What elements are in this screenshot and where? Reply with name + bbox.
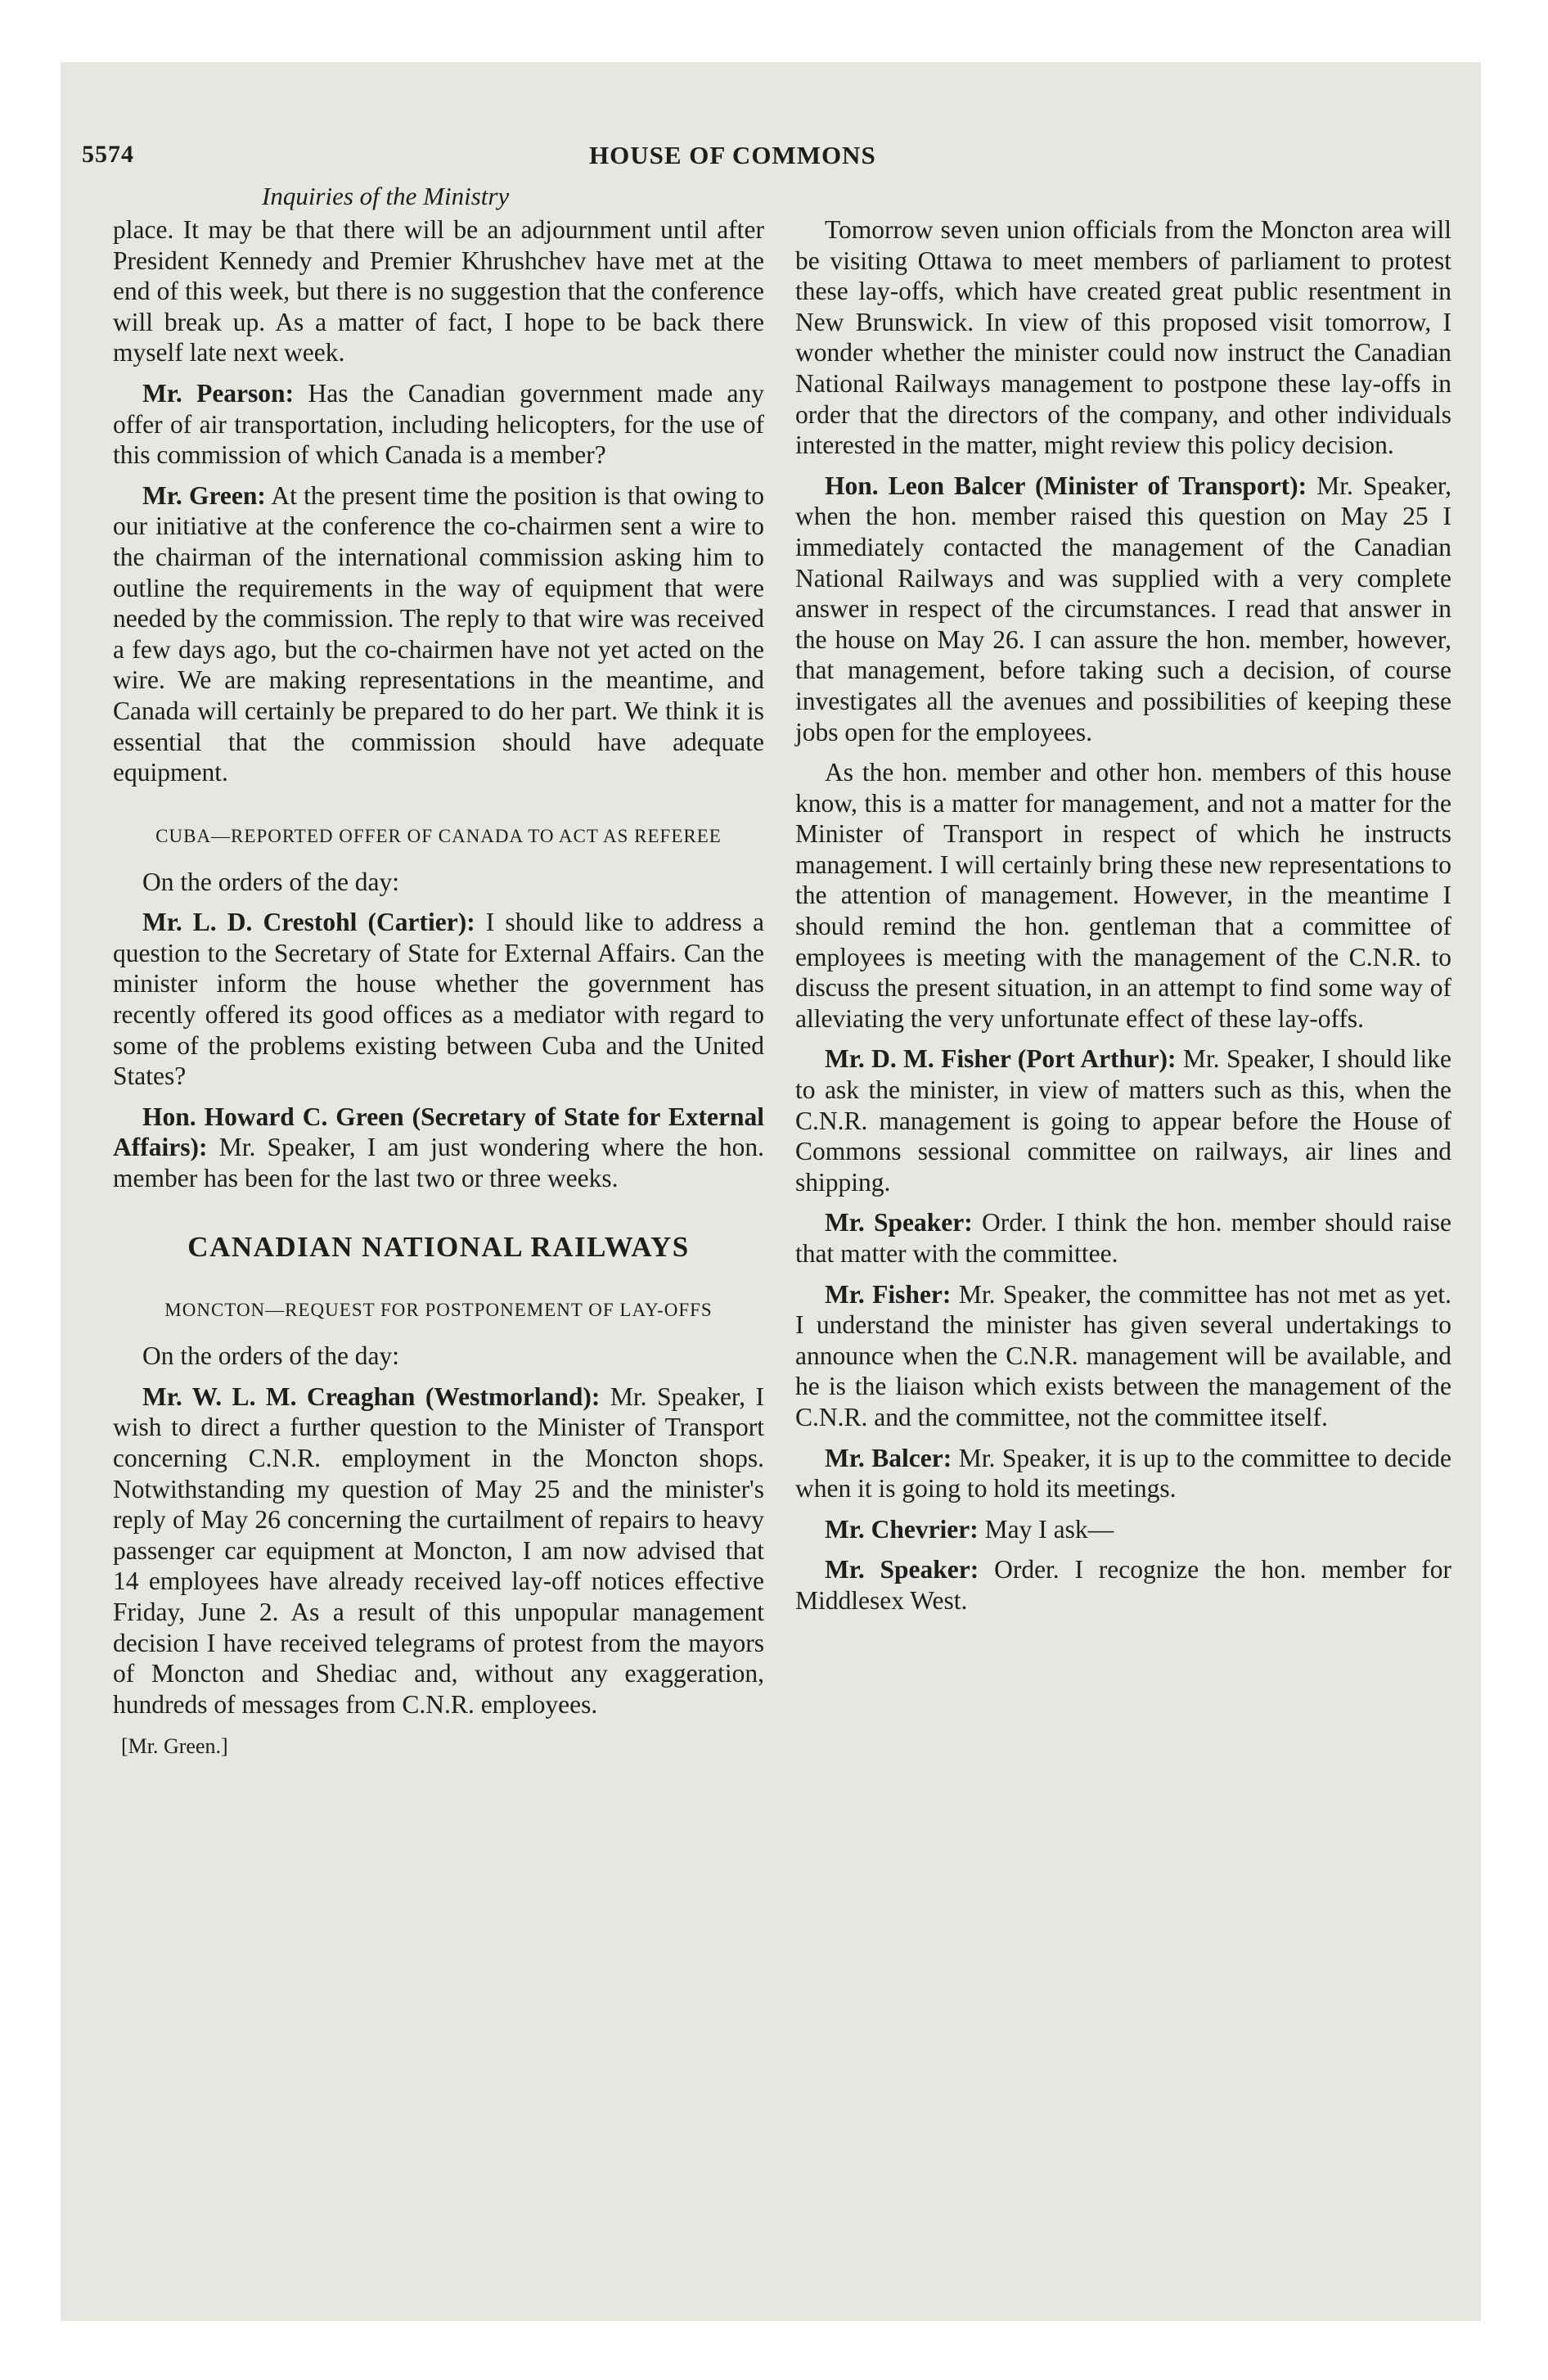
paragraph-text: Has the Canadian government made any offer of air transportation, including helicopters, for the use of this commission of which Canada is a member?	[113, 378, 765, 470]
paragraph	[795, 471, 1451, 747]
speaker-name: Mr. Balcer:	[825, 1443, 952, 1472]
paragraph-text: Mr. Speaker, the committee has not met as yet. I understand the minister has given several undertakings to announce when the C.N.R. management will be available, and he is the liaison which exists between the management of the C.N.R. and the committee, not the committee itself.	[795, 1279, 1452, 1431]
paragraph	[795, 1279, 1451, 1433]
paragraph	[113, 480, 764, 788]
page-title: HOUSE OF COMMONS	[589, 141, 876, 169]
paragraph	[795, 1207, 1451, 1269]
speaker-name: Mr. Chevrier:	[825, 1514, 979, 1544]
paragraph-text: I should like to address a question to the Secretary of State for External Affairs. Can the minister inform the house whether the government has recently offered its good offices as a mediator with regard to some of the problems existing between Cuba and the United States?	[113, 908, 764, 1091]
paragraph-text: Order. I think the hon. member should raise that matter with the committee.	[795, 1208, 1452, 1268]
paragraph	[113, 1382, 764, 1720]
paragraph	[795, 1514, 1451, 1545]
speaker-name: Mr. L. D. Crestohl (Cartier):	[142, 908, 475, 937]
paragraph: As the hon. member and other hon. members of this house know, this is a matter for management, and not a matter for the Minister of Transport in respect of which he instructs management. I will certainly bring these new representations to the attention of management. However, in the meantime I should remind the hon. gentleman that a committee of employees is meeting with the management of the C.N.R. to discuss the present situation, in an attempt to find some way of alleviating the very unfortunate effect of these lay-offs.	[795, 758, 1451, 1033]
speaker-name: Mr. Fisher:	[825, 1279, 952, 1309]
speaker-name: Hon. Howard C. Green (Secretary of State for External Affairs):	[113, 1102, 764, 1162]
paragraph-text: Mr. Speaker, it is up to the committee to decide when it is going to hold its meetings.	[795, 1443, 1451, 1503]
footer-reference: [Mr. Green.]	[121, 1734, 228, 1759]
speaker-name: Mr. Green:	[142, 480, 266, 510]
speaker-name: Hon. Leon Balcer (Minister of Transport):	[825, 471, 1307, 500]
running-subheader: Inquiries of the Ministry	[262, 182, 510, 210]
paragraph-text: Mr. Speaker, I wish to direct a further question to the Minister of Transport concerning C.N.R. employment in the Moncton shops. Notwithstanding my question of May 25 and the minister's reply of May 26 concerning the curtailment of repairs to heavy passenger car equipment at Moncton, I am now advised that 14 employees have already received lay-off notices effective Friday, June 2. As a result of this unpopular management decision I have received telegrams of protest from the mayors of Moncton and Shediac and, without any exaggeration, hundreds of messages from C.N.R. employees.	[113, 1382, 764, 1719]
paragraph: place. It may be that there will be an adjournment until after President Kennedy and Premier Khrushchev have met at the end of this week, but there is no suggestion that the conference will break up. As a matter of fact, I hope to be back there myself late next week.	[113, 215, 764, 367]
speaker-name: Mr. Speaker:	[825, 1208, 973, 1237]
speaker-name: Mr. D. M. Fisher (Port Arthur):	[825, 1044, 1177, 1074]
subsection-heading: MONCTON—REQUEST FOR POSTPONEMENT OF LAY-OFFS	[164, 1300, 713, 1321]
subsection-heading: CUBA—REPORTED OFFER OF CANADA TO ACT AS REFEREE	[155, 825, 722, 846]
paragraph	[795, 1044, 1451, 1197]
paragraph	[113, 907, 764, 1092]
page-header	[82, 141, 1489, 174]
paragraph	[795, 1554, 1451, 1616]
paragraph	[795, 1443, 1451, 1504]
paragraph-text: Mr. Speaker, I should like to ask the minister, in view of matters such as this, when the C.N.R. management is going to appear before the House of Commons sessional committee on railways, air lines and shipping.	[795, 1044, 1452, 1197]
paragraph	[113, 1102, 764, 1194]
paragraph-text: At the present time the position is that owing to our initiative at the conference the co-chairmen sent a wire to the chairman of the international commission asking him to outline the requirements in the way of equipment that were needed by the commission. The reply to that wire was received a few days ago, but the co-chairmen have not yet acted on the wire. We are making representations in the meantime, and Canada will certainly be prepared to do her part. We think it is essential that the commission should have adequate equipment.	[113, 480, 764, 787]
section-heading: CANADIAN NATIONAL RAILWAYS	[187, 1230, 690, 1263]
paragraph	[113, 378, 764, 471]
right-column	[795, 214, 1451, 1626]
page-number: 5574	[82, 141, 134, 168]
paragraph-text: Mr. Speaker, I am just wondering where the hon. member has been for the last two or three weeks.	[113, 1133, 764, 1193]
paragraph-text: May I ask—	[984, 1514, 1114, 1544]
speaker-name: Mr. Speaker:	[825, 1555, 979, 1584]
paragraph-text: Order. I recognize the hon. member for Middlesex West.	[795, 1555, 1452, 1615]
orders-of-the-day: On the orders of the day:	[142, 1341, 400, 1371]
left-column	[113, 214, 764, 1762]
orders-of-the-day: On the orders of the day:	[142, 867, 400, 896]
speaker-name: Mr. W. L. M. Creaghan (Westmorland):	[142, 1382, 601, 1411]
paragraph-text: Mr. Speaker, when the hon. member raised this question on May 25 I immediately contacted the management of the Canadian National Railways and was supplied with a very complete answer in respect of the circumstances. I read that answer in the house on May 26. I can assure the hon. member, however, that management, before taking such a decision, of course investigates all the avenues and possibilities of keeping these jobs open for the employees.	[795, 471, 1451, 746]
speaker-name: Mr. Pearson:	[142, 378, 295, 408]
paragraph: Tomorrow seven union officials from the Moncton area will be visiting Ottawa to meet members of parliament to protest these lay-offs, which have created great public resentment in New Brunswick. In view of this proposed visit tomorrow, I wonder whether the minister could now instruct the Canadian National Railways management to postpone these lay-offs in order that the directors of the company, and other individuals interested in the matter, might review this policy decision.	[795, 215, 1451, 460]
